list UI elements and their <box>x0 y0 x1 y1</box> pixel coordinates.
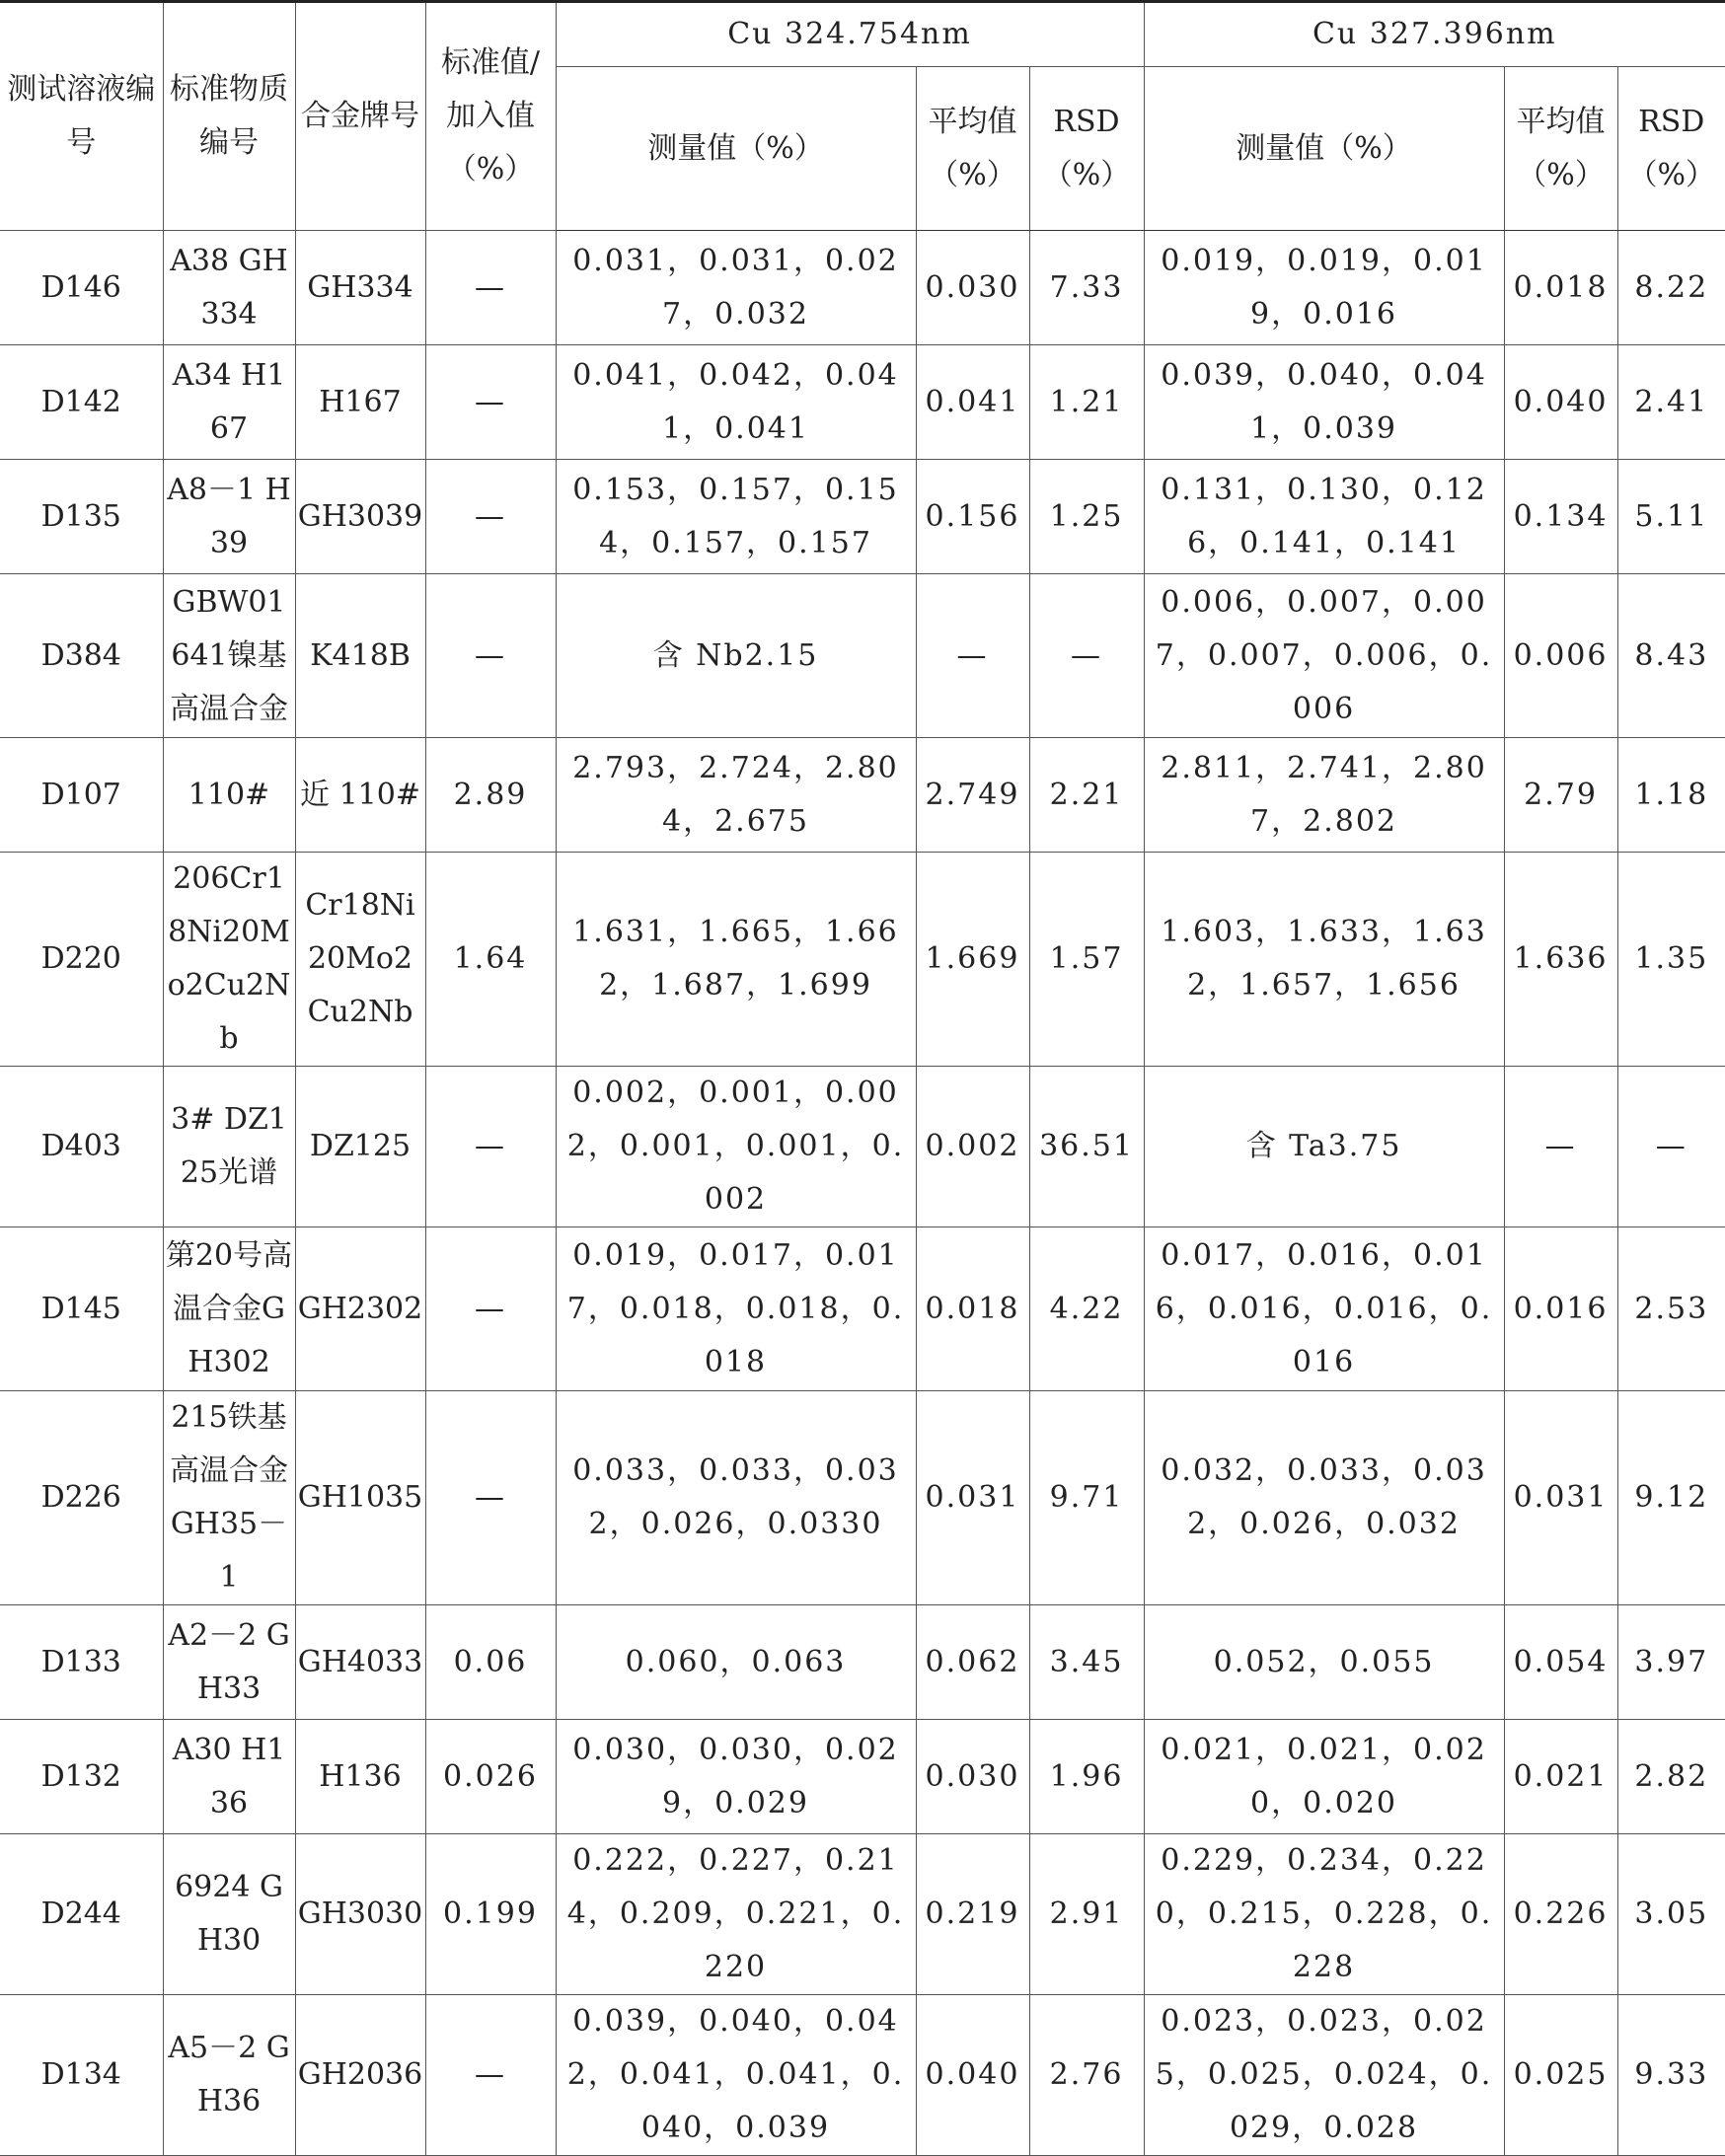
cell-measured-cu-324: 0.031，0.031，0.027，0.032 <box>556 231 916 345</box>
cell-standard-id: 206Cr18Ni20Mo2Cu2Nb <box>163 853 295 1067</box>
cell-alloy-grade: DZ125 <box>295 1067 425 1227</box>
cell-measured-cu-327: 0.023，0.023，0.025，0.025，0.024，0.029，0.028 <box>1144 1995 1504 2156</box>
cell-mean-cu-327: 1.636 <box>1504 853 1617 1067</box>
cell-standard-id: 3# DZ125光谱 <box>163 1067 295 1227</box>
cell-alloy-grade: H136 <box>295 1720 425 1834</box>
cell-standard-value: 0.199 <box>425 1834 556 1995</box>
cell-measured-cu-324: 0.222，0.227，0.214，0.209，0.221，0.220 <box>556 1834 916 1995</box>
cell-measured-cu-327: 0.039，0.040，0.041，0.039 <box>1144 345 1504 460</box>
cell-solution-id: D133 <box>0 1605 163 1720</box>
table-row <box>0 1995 1725 2156</box>
cell-measured-cu-324: 0.153，0.157，0.154，0.157，0.157 <box>556 460 916 574</box>
header-group-cu-324: Cu 324.754nm <box>556 2 1144 67</box>
cell-alloy-grade: GH2036 <box>295 1995 425 2156</box>
cell-measured-cu-324: 0.002，0.001，0.002，0.001，0.001，0.002 <box>556 1067 916 1227</box>
cell-measured-cu-324: 含 Nb2.15 <box>556 574 916 738</box>
cell-measured-cu-324: 0.033，0.033，0.032，0.026，0.0330 <box>556 1391 916 1605</box>
cell-rsd-cu-324: 7.33 <box>1029 231 1144 345</box>
cell-measured-cu-324: 0.060，0.063 <box>556 1605 916 1720</box>
cell-solution-id: D220 <box>0 853 163 1067</box>
cell-standard-value: 0.026 <box>425 1720 556 1834</box>
cell-rsd-cu-324: 1.21 <box>1029 345 1144 460</box>
cell-mean-cu-327: — <box>1504 1067 1617 1227</box>
cell-measured-cu-324: 0.019，0.017，0.017，0.018，0.018，0.018 <box>556 1227 916 1391</box>
cell-rsd-cu-327: 2.53 <box>1617 1227 1725 1391</box>
cell-standard-value: — <box>425 460 556 574</box>
cell-standard-value: — <box>425 1227 556 1391</box>
cell-solution-id: D403 <box>0 1067 163 1227</box>
cell-standard-value: — <box>425 574 556 738</box>
header-measured-1: 测量值（%） <box>556 67 916 231</box>
cell-rsd-cu-324: 36.51 <box>1029 1067 1144 1227</box>
cell-rsd-cu-324: 9.71 <box>1029 1391 1144 1605</box>
table-row <box>0 574 1725 738</box>
cell-measured-cu-327: 含 Ta3.75 <box>1144 1067 1504 1227</box>
cell-mean-cu-324: 2.749 <box>916 738 1029 853</box>
cell-rsd-cu-327: — <box>1617 1067 1725 1227</box>
cell-mean-cu-324: 0.062 <box>916 1605 1029 1720</box>
cell-rsd-cu-324: 1.96 <box>1029 1720 1144 1834</box>
cell-mean-cu-324: 0.031 <box>916 1391 1029 1605</box>
cell-solution-id: D384 <box>0 574 163 738</box>
cell-mean-cu-327: 0.025 <box>1504 1995 1617 2156</box>
cell-rsd-cu-324: 4.22 <box>1029 1227 1144 1391</box>
cell-measured-cu-324: 1.631，1.665，1.662，1.687，1.699 <box>556 853 916 1067</box>
cell-mean-cu-324: 0.030 <box>916 231 1029 345</box>
cell-rsd-cu-324: 2.21 <box>1029 738 1144 853</box>
cell-solution-id: D146 <box>0 231 163 345</box>
cell-standard-id: A2－2 GH33 <box>163 1605 295 1720</box>
table-row <box>0 738 1725 853</box>
cell-mean-cu-327: 0.016 <box>1504 1227 1617 1391</box>
table-row <box>0 1834 1725 1995</box>
cell-rsd-cu-327: 3.05 <box>1617 1834 1725 1995</box>
cell-rsd-cu-327: 9.33 <box>1617 1995 1725 2156</box>
cell-measured-cu-324: 2.793，2.724，2.804，2.675 <box>556 738 916 853</box>
cell-mean-cu-324: 0.040 <box>916 1995 1029 2156</box>
cell-rsd-cu-324: 2.76 <box>1029 1995 1144 2156</box>
cell-mean-cu-324: 0.002 <box>916 1067 1029 1227</box>
cell-standard-id: A8－1 H39 <box>163 460 295 574</box>
header-mean-2: 平均值（%） <box>1504 67 1617 231</box>
cell-rsd-cu-327: 2.82 <box>1617 1720 1725 1834</box>
cell-mean-cu-324: 0.156 <box>916 460 1029 574</box>
cell-mean-cu-324: 0.030 <box>916 1720 1029 1834</box>
cell-alloy-grade: GH3039 <box>295 460 425 574</box>
cell-rsd-cu-327: 1.35 <box>1617 853 1725 1067</box>
table-row <box>0 853 1725 1067</box>
cell-rsd-cu-324: 3.45 <box>1029 1605 1144 1720</box>
cell-mean-cu-327: 0.054 <box>1504 1605 1617 1720</box>
cell-standard-id: 110# <box>163 738 295 853</box>
cell-mean-cu-327: 0.018 <box>1504 231 1617 345</box>
cell-standard-value: — <box>425 231 556 345</box>
cell-mean-cu-327: 0.031 <box>1504 1391 1617 1605</box>
cell-rsd-cu-324: 1.57 <box>1029 853 1144 1067</box>
table-row <box>0 1605 1725 1720</box>
table-body <box>0 231 1725 2156</box>
cell-standard-value: 2.89 <box>425 738 556 853</box>
cell-measured-cu-324: 0.041，0.042，0.041，0.041 <box>556 345 916 460</box>
table-row <box>0 1227 1725 1391</box>
cell-rsd-cu-324: 2.91 <box>1029 1834 1144 1995</box>
cell-standard-id: GBW01641镍基高温合金 <box>163 574 295 738</box>
cell-mean-cu-327: 0.134 <box>1504 460 1617 574</box>
cell-alloy-grade: K418B <box>295 574 425 738</box>
cell-measured-cu-324: 0.030，0.030，0.029，0.029 <box>556 1720 916 1834</box>
cell-standard-id: 第20号高温合金GH302 <box>163 1227 295 1391</box>
header-group-cu-327: Cu 327.396nm <box>1144 2 1725 67</box>
table-row <box>0 460 1725 574</box>
cell-solution-id: D145 <box>0 1227 163 1391</box>
cell-measured-cu-327: 1.603，1.633，1.632，1.657，1.656 <box>1144 853 1504 1067</box>
cell-standard-id: A34 H167 <box>163 345 295 460</box>
cell-rsd-cu-327: 8.43 <box>1617 574 1725 738</box>
cell-mean-cu-324: — <box>916 574 1029 738</box>
cell-mean-cu-327: 0.006 <box>1504 574 1617 738</box>
cell-alloy-grade: Cr18Ni20Mo2Cu2Nb <box>295 853 425 1067</box>
cell-mean-cu-324: 0.018 <box>916 1227 1029 1391</box>
cell-standard-id: A5－2 GH36 <box>163 1995 295 2156</box>
cell-standard-id: 6924 GH30 <box>163 1834 295 1995</box>
cell-alloy-grade: GH334 <box>295 231 425 345</box>
cell-solution-id: D132 <box>0 1720 163 1834</box>
cell-measured-cu-327: 0.032，0.033，0.032，0.026，0.032 <box>1144 1391 1504 1605</box>
cell-measured-cu-327: 0.021，0.021，0.020，0.020 <box>1144 1720 1504 1834</box>
cell-rsd-cu-324: — <box>1029 574 1144 738</box>
cell-measured-cu-327: 0.017，0.016，0.016，0.016，0.016，0.016 <box>1144 1227 1504 1391</box>
cell-solution-id: D107 <box>0 738 163 853</box>
cell-rsd-cu-324: 1.25 <box>1029 460 1144 574</box>
table-row <box>0 1391 1725 1605</box>
table-row <box>0 345 1725 460</box>
table-row <box>0 231 1725 345</box>
cell-standard-id: A38 GH334 <box>163 231 295 345</box>
cell-measured-cu-324: 0.039，0.040，0.042，0.041，0.041，0.040，0.039 <box>556 1995 916 2156</box>
header-alloy-grade: 合金牌号 <box>295 2 425 231</box>
table-row <box>0 1720 1725 1834</box>
cell-measured-cu-327: 0.229，0.234，0.220，0.215，0.228，0.228 <box>1144 1834 1504 1995</box>
cell-standard-id: 215铁基高温合金GH35－1 <box>163 1391 295 1605</box>
cell-measured-cu-327: 0.052，0.055 <box>1144 1605 1504 1720</box>
cell-solution-id: D142 <box>0 345 163 460</box>
cell-standard-value: — <box>425 1995 556 2156</box>
cell-alloy-grade: GH2302 <box>295 1227 425 1391</box>
cell-mean-cu-327: 0.040 <box>1504 345 1617 460</box>
cell-rsd-cu-327: 3.97 <box>1617 1605 1725 1720</box>
cell-measured-cu-327: 0.019，0.019，0.019，0.016 <box>1144 231 1504 345</box>
cell-rsd-cu-327: 5.11 <box>1617 460 1725 574</box>
cell-solution-id: D244 <box>0 1834 163 1995</box>
cell-mean-cu-324: 0.219 <box>916 1834 1029 1995</box>
cell-solution-id: D134 <box>0 1995 163 2156</box>
cell-standard-id: A30 H136 <box>163 1720 295 1834</box>
header-solution-id: 测试溶液编号 <box>0 2 163 231</box>
cell-rsd-cu-327: 9.12 <box>1617 1391 1725 1605</box>
cell-measured-cu-327: 0.006，0.007，0.007，0.007，0.006，0.006 <box>1144 574 1504 738</box>
cell-mean-cu-324: 1.669 <box>916 853 1029 1067</box>
cell-rsd-cu-327: 8.22 <box>1617 231 1725 345</box>
cell-standard-value: — <box>425 345 556 460</box>
header-mean-1: 平均值（%） <box>916 67 1029 231</box>
header-rsd-1: RSD（%） <box>1029 67 1144 231</box>
cell-standard-value: — <box>425 1391 556 1605</box>
cell-standard-value: — <box>425 1067 556 1227</box>
header-standard-value: 标准值/加入值（%） <box>425 2 556 231</box>
cell-alloy-grade: H167 <box>295 345 425 460</box>
cell-alloy-grade: GH3030 <box>295 1834 425 1995</box>
cell-rsd-cu-327: 1.18 <box>1617 738 1725 853</box>
cell-mean-cu-327: 0.226 <box>1504 1834 1617 1995</box>
cell-solution-id: D135 <box>0 460 163 574</box>
cell-measured-cu-327: 0.131，0.130，0.126，0.141，0.141 <box>1144 460 1504 574</box>
cell-mean-cu-327: 0.021 <box>1504 1720 1617 1834</box>
cell-alloy-grade: GH1035 <box>295 1391 425 1605</box>
header-standard-id: 标准物质编号 <box>163 2 295 231</box>
cell-measured-cu-327: 2.811，2.741，2.807，2.802 <box>1144 738 1504 853</box>
cell-mean-cu-327: 2.79 <box>1504 738 1617 853</box>
table-row <box>0 1067 1725 1227</box>
cell-rsd-cu-327: 2.41 <box>1617 345 1725 460</box>
cell-solution-id: D226 <box>0 1391 163 1605</box>
header-row-1 <box>0 2 1725 67</box>
cell-standard-value: 1.64 <box>425 853 556 1067</box>
cell-alloy-grade: GH4033 <box>295 1605 425 1720</box>
header-rsd-2: RSD（%） <box>1617 67 1725 231</box>
header-measured-2: 测量值（%） <box>1144 67 1504 231</box>
cell-alloy-grade: 近 110# <box>295 738 425 853</box>
cell-mean-cu-324: 0.041 <box>916 345 1029 460</box>
cell-standard-value: 0.06 <box>425 1605 556 1720</box>
